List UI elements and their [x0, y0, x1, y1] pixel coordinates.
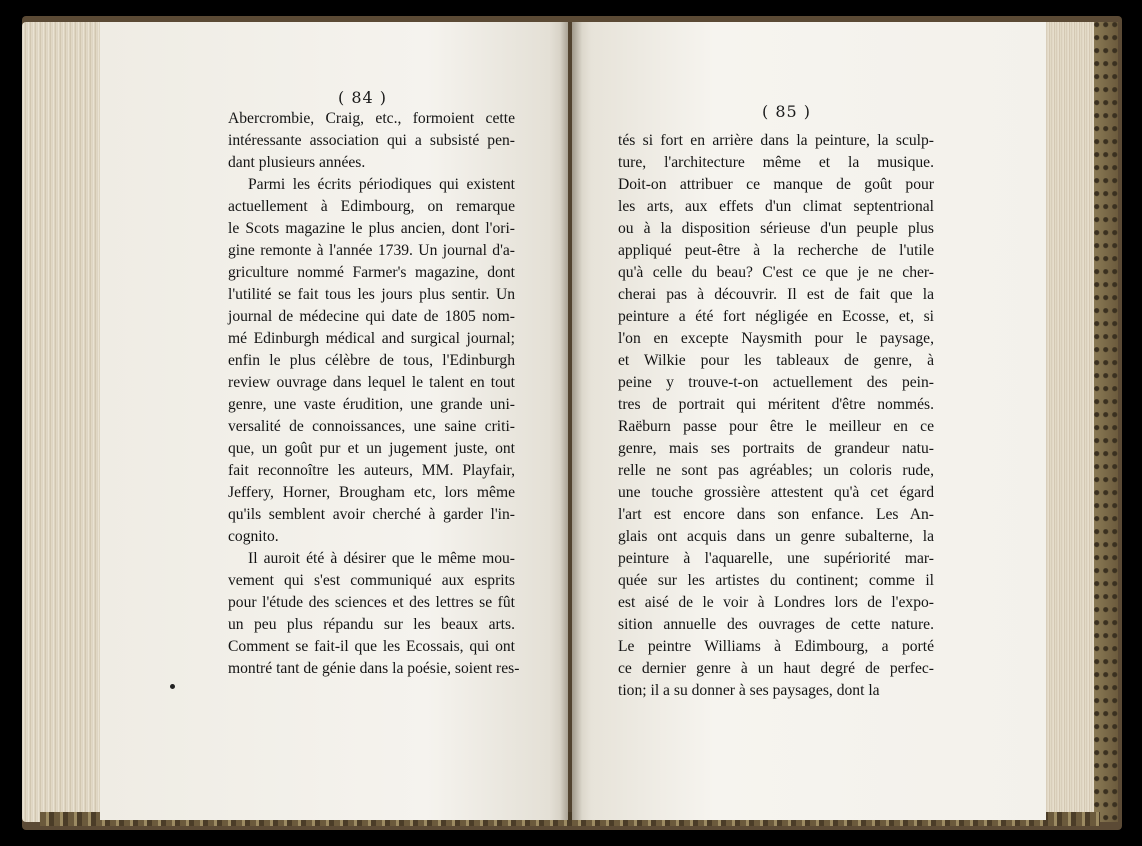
text-line: peinture a été fort négligée en Ecosse, et, si — [618, 308, 934, 325]
text-line: les arts, aux effets d'un climat septentrional — [618, 198, 934, 215]
text-line: versalité de connoissances, une saine criti- — [228, 418, 515, 435]
left-page-number: ( 84 ) — [338, 88, 388, 107]
text-line: appliqué peut-être à la recherche de l'utile — [618, 242, 934, 259]
book-cover-edge — [1094, 22, 1118, 822]
text-line: tres de portrait qui méritent d'être nommés. — [618, 396, 934, 413]
text-line: Abercrombie, Craig, etc., formoient cette — [228, 110, 515, 127]
text-line: dant plusieurs années. — [228, 154, 366, 171]
text-line: qu'à celle du beau? C'est ce que je ne cher- — [618, 264, 934, 281]
ink-mark — [170, 684, 175, 689]
left-page-text — [228, 108, 520, 680]
text-line: relle ne sont pas agréables; un coloris rude, — [618, 462, 934, 479]
text-line: peine y trouve-t-on actuellement des pein- — [618, 374, 934, 391]
text-line: Doit-on attribuer ce manque de goût pour — [618, 176, 934, 193]
right-page-text — [618, 130, 934, 702]
text-line: ce dernier genre à un haut degré de perfec- — [618, 660, 934, 677]
text-line: Le peintre Williams à Edimbourg, a porté — [618, 638, 934, 655]
text-line: genre, mais ses portraits de grandeur natu- — [618, 440, 934, 457]
text-line: glais ont acquis dans un genre subalterne, la — [618, 528, 934, 545]
text-line: le Scots magazine le plus ancien, dont l'ori- — [228, 220, 515, 237]
text-line: un peu plus répandu sur les beaux arts. — [228, 616, 515, 633]
text-line: review ouvrage dans lequel le talent en tout — [228, 374, 515, 391]
text-line: une touche grossière attestent qu'à cet égard — [618, 484, 934, 501]
text-line: gine remonte à l'année 1739. Un journal d'a- — [228, 242, 515, 259]
text-line: cherai pas à découvrir. Il est de fait que la — [618, 286, 934, 303]
text-line: enfin le plus célèbre de tous, l'Edinburgh — [228, 352, 515, 369]
text-line: Il auroit été à désirer que le même mou- — [248, 550, 515, 567]
text-line: et Wilkie pour les tableaux de genre, à — [618, 352, 934, 369]
text-line: Raëburn passe pour être le meilleur en ce — [618, 418, 934, 435]
text-line: peinture à l'aquarelle, une supériorité mar- — [618, 550, 934, 567]
text-line: l'on en excepte Naysmith pour le paysage, — [618, 330, 934, 347]
text-line: ture, l'architecture même et la musique. — [618, 154, 934, 171]
text-line: cognito. — [228, 528, 279, 545]
text-line: tés si fort en arrière dans la peinture, la sculp- — [618, 132, 934, 149]
text-line: Parmi les écrits périodiques qui existent — [248, 176, 515, 193]
text-line: griculture nommé Farmer's magazine, dont — [228, 264, 515, 281]
text-line: montré tant de génie dans la poésie, soient res- — [228, 660, 520, 677]
text-line: ou à la disposition sérieuse d'un peuple plus — [618, 220, 934, 237]
text-line: actuellement à Edimbourg, on remarque — [228, 198, 515, 215]
text-line: que, un goût pur et un jugement juste, ont — [228, 440, 515, 457]
book-gutter — [560, 22, 582, 820]
text-line: journal de médecine qui date de 1805 nom- — [228, 308, 515, 325]
text-line: vement qui s'est communiqué aux esprits — [228, 572, 515, 589]
text-line: Comment se fait-il que les Ecossais, qui ont — [228, 638, 515, 655]
text-line: quée sur les artistes du continent; comme il — [618, 572, 934, 589]
text-line: pour l'étude des sciences et des lettres se fût — [228, 594, 515, 611]
text-line: l'art est encore dans son enfance. Les An- — [618, 506, 934, 523]
text-line: l'utilité se fait tous les jours plus sentir. Un — [228, 286, 515, 303]
text-line: sition annuelle des ouvrages de cette nature. — [618, 616, 934, 633]
text-line: fait reconnoître les auteurs, MM. Playfair, — [228, 462, 515, 479]
text-line: est aisé de le voir à Londres lors de l'expo- — [618, 594, 934, 611]
text-line: genre, une vaste érudition, une grande uni- — [228, 396, 515, 413]
text-line: tion; il a su donner à ses paysages, dont la — [618, 682, 880, 699]
text-line: intéressante association qui a subsisté pen- — [228, 132, 515, 149]
text-line: mé Edinburgh médical and surgical journal; — [228, 330, 515, 347]
right-page-number: ( 85 ) — [762, 102, 812, 121]
text-line: qu'ils semblent avoir cherché à garder l'in- — [228, 506, 515, 523]
text-line: Jeffery, Horner, Brougham etc, lors même — [228, 484, 515, 501]
left-page-edges — [22, 22, 112, 822]
